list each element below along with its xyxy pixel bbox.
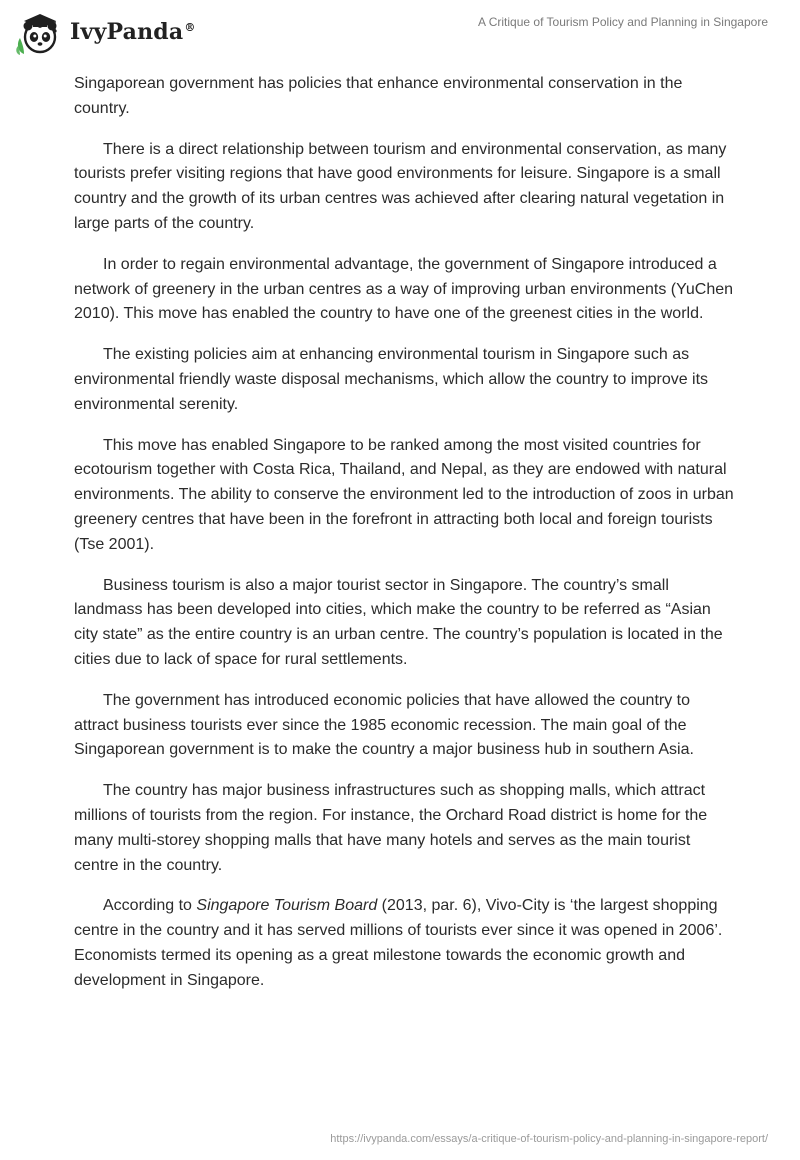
paragraph-business-tourism: Business tourism is also a major tourist sector in Singapore. The country’s small landmass has been developed into cities, which make the country to be referred as “Asian city state” as the entire country is an urban centre. The country’s population is located in the cities due to lack of space for rural settlements. xyxy=(74,576,723,668)
source-url[interactable]: https://ivypanda.com/essays/a-critique-of-tourism-policy-and-planning-in-singapore-report/ xyxy=(330,1133,768,1145)
citation-source: Singapore Tourism Board xyxy=(196,897,378,915)
paragraph-tourism-environment: There is a direct relationship between tourism and environmental conservation, as many tourists prefer visiting regions that have good environments for leisure. Singapore is a small country and the growth of its urban centres was achieved after clearing natural vegetation in large parts of the country. xyxy=(74,140,727,232)
paragraph-continuation: Singaporean government has policies that enhance environmental conservation in the country. xyxy=(74,75,683,117)
paragraph-existing-policies: The existing policies aim at enhancing environmental tourism in Singapore such as environmental friendly waste disposal mechanisms, which allow the country to improve its environmental serenity. xyxy=(74,346,709,413)
page-header xyxy=(0,0,800,64)
paragraph-ecotourism-ranking: This move has enabled Singapore to be ranked among the most visited countries for ecotourism together with Costa Rica, Thailand, and Nepal, as they are endowed with natural environments. The ability to conserve the environment led to the introduction of zoos in urban greenery centres that have been in the forefront in attracting both local and foreign tourists (Tse 2001). xyxy=(74,436,734,553)
paragraph-economic-policies: The government has introduced economic policies that have allowed the country to attract business tourists ever since the 1985 economic recession. The main goal of the Singaporean government is to make the country a major business hub in southern Asia. xyxy=(74,691,694,759)
paragraph-greenery-network: In order to regain environmental advantage, the government of Singapore introduced a network of greenery in the urban centres as a way of improving urban environments (YuChen 2010). This move has enabled the country to have one of the greenest cities in the world. xyxy=(74,255,734,323)
paragraph-business-infrastructure: The country has major business infrastructures such as shopping malls, which attract millions of tourists from the region. For instance, the Orchard Road district is home for the many multi-storey shopping malls that have many hotels and serves as the main tourist centre in the country. xyxy=(74,782,708,874)
logo-wordmark: IvyPanda® xyxy=(70,19,196,45)
ivypanda-logo[interactable] xyxy=(14,8,196,58)
panda-graduate-icon xyxy=(14,8,64,58)
essay-body xyxy=(74,72,734,1010)
paragraph-vivo-city: According to Singapore Tourism Board (2013, par. 6), Vivo-City is ‘the largest shopping centre in the country and it has served millions of tourists ever since it was opened in 2006’. Economists termed its opening as a great milestone towards the economic growth and development in Singapore. xyxy=(74,897,723,989)
document-title: A Critique of Tourism Policy and Planning in Singapore xyxy=(478,15,768,29)
